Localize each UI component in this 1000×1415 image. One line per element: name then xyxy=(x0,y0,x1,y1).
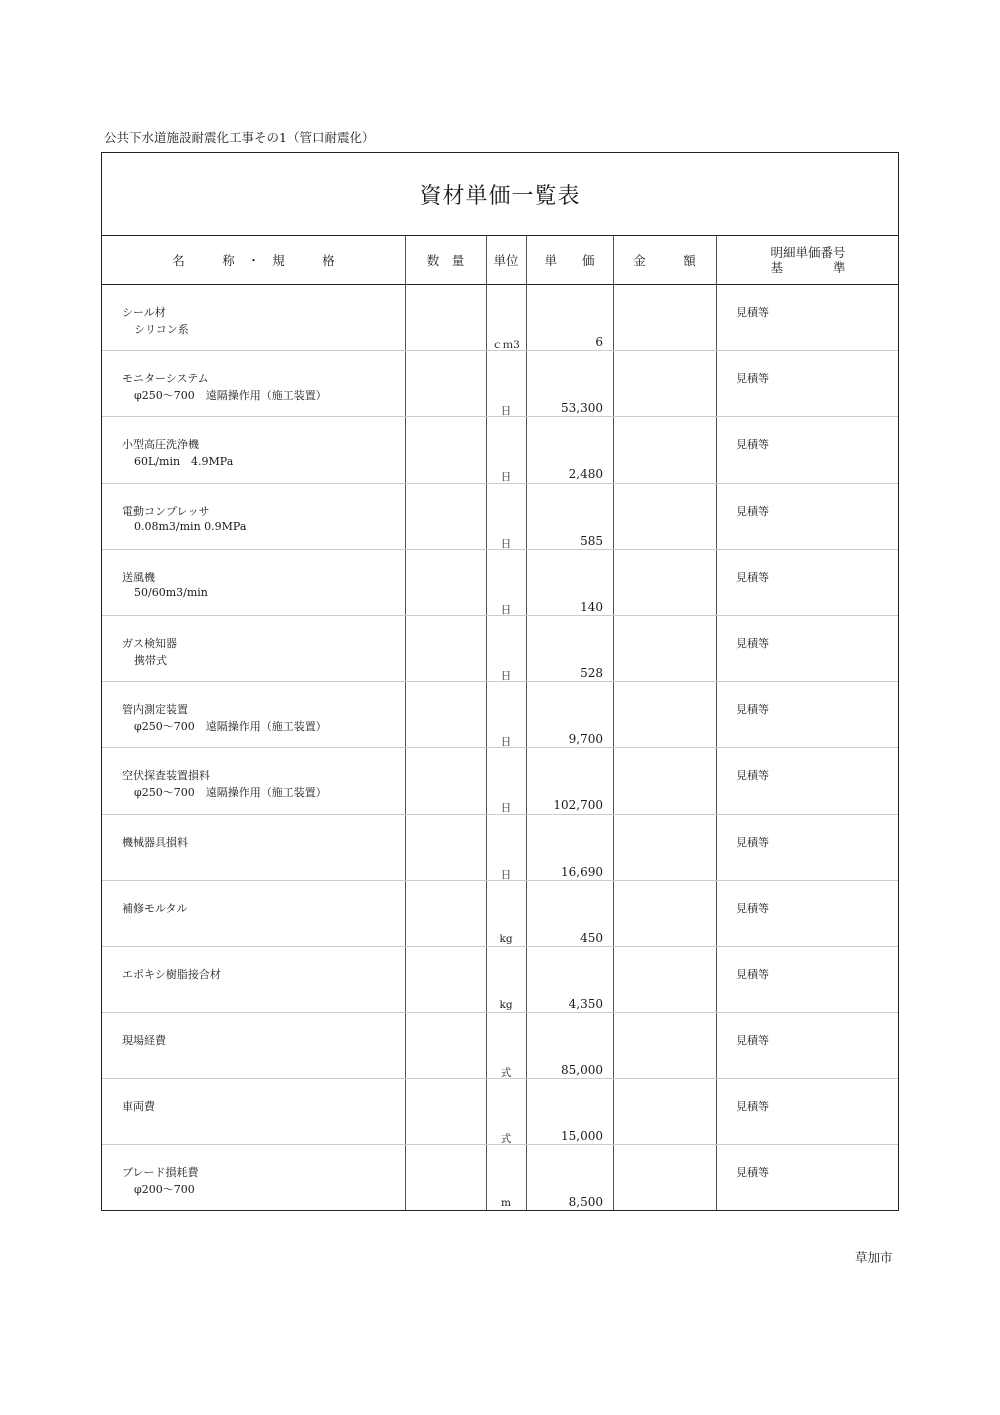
item-unit: 日 xyxy=(500,405,512,418)
item-price: 53,300 xyxy=(561,401,603,416)
item-name: 現場経費 xyxy=(122,1034,166,1048)
item-unit: 日 xyxy=(500,603,512,616)
item-unit: 日 xyxy=(500,868,512,881)
item-unit: 日 xyxy=(500,669,512,682)
table-row xyxy=(102,748,898,814)
item-name: 空伏探査装置損料 xyxy=(122,769,210,783)
item-name: ガス検知器 xyxy=(122,636,177,650)
header-name-spec: 名 称 ・ 規 格 xyxy=(172,253,335,268)
item-unit: ｃｍ3 xyxy=(492,339,520,351)
item-name: エポキシ樹脂接合材 xyxy=(122,967,221,981)
table-row xyxy=(102,616,898,682)
table-row xyxy=(102,285,898,351)
item-unit: kg xyxy=(499,998,513,1011)
item-basis: 見積等 xyxy=(736,636,769,650)
table-row xyxy=(102,1013,898,1079)
item-price: 16,690 xyxy=(561,864,603,879)
table-body xyxy=(102,285,898,1212)
table-row xyxy=(102,351,898,417)
item-name: 送風機 xyxy=(122,570,155,584)
item-unit: kg xyxy=(499,932,513,945)
item-spec: 50/60m3/min xyxy=(134,585,208,599)
item-name: 機械器具損料 xyxy=(122,835,188,849)
item-basis: 見積等 xyxy=(736,967,769,981)
item-basis: 見積等 xyxy=(736,438,769,452)
item-basis: 見積等 xyxy=(736,306,769,319)
table-row xyxy=(102,484,898,550)
item-name: 小型高圧洗浄機 xyxy=(122,438,199,452)
table-row xyxy=(102,417,898,483)
item-price: 9,700 xyxy=(568,732,603,747)
item-price: 85,000 xyxy=(561,1063,603,1078)
item-name: モニターシステム xyxy=(122,372,209,386)
item-basis: 見積等 xyxy=(736,703,769,717)
item-spec: φ250～700 遠隔操作用（施工装置） xyxy=(134,720,327,734)
table-row xyxy=(102,550,898,616)
item-name: 電動コンプレッサ xyxy=(122,504,210,518)
item-spec: 60L/min 4.9MPa xyxy=(134,455,234,469)
header-detail-basis xyxy=(716,236,900,284)
table-row xyxy=(102,881,898,947)
price-table xyxy=(101,152,899,1211)
table-row xyxy=(102,815,898,881)
table-row xyxy=(102,1145,898,1211)
item-price: 4,350 xyxy=(568,996,603,1011)
item-spec: φ200～700 xyxy=(134,1183,195,1197)
header-amount: 金 額 xyxy=(633,253,696,268)
item-spec: 携帯式 xyxy=(134,653,167,667)
table-title-band xyxy=(102,153,898,236)
item-price: 528 xyxy=(580,665,603,680)
item-unit: 日 xyxy=(500,537,512,550)
header-basis: 基 準 xyxy=(770,260,846,275)
item-unit: 式 xyxy=(500,1133,512,1146)
item-basis: 見積等 xyxy=(736,372,769,386)
issuer-city: 草加市 xyxy=(855,1250,893,1265)
item-name: 管内測定装置 xyxy=(122,703,188,717)
item-spec: φ250～700 遠隔操作用（施工装置） xyxy=(134,389,327,403)
header-detail-no: 明細単価番号 xyxy=(770,245,846,260)
item-price: 15,000 xyxy=(561,1129,603,1144)
item-name: シール材 xyxy=(122,306,166,319)
item-unit: 日 xyxy=(500,471,512,484)
table-row xyxy=(102,947,898,1013)
item-price: 585 xyxy=(580,533,603,548)
table-row xyxy=(102,1079,898,1145)
item-spec: 0.08m3/min 0.9MPa xyxy=(134,519,247,533)
item-basis: 見積等 xyxy=(736,504,769,518)
item-basis: 見積等 xyxy=(736,1100,769,1114)
item-basis: 見積等 xyxy=(736,570,769,584)
item-price: 8,500 xyxy=(568,1195,603,1210)
item-name: 補修モルタル xyxy=(122,901,188,915)
item-unit: 日 xyxy=(500,736,512,749)
item-price: 450 xyxy=(580,930,603,945)
item-price: 2,480 xyxy=(568,467,603,482)
item-basis: 見積等 xyxy=(736,1166,769,1180)
item-price: 140 xyxy=(580,599,603,614)
item-unit: 日 xyxy=(500,802,512,815)
header-quantity: 数 量 xyxy=(426,253,465,268)
item-unit: m xyxy=(501,1197,511,1210)
table-title: 資材単価一覧表 xyxy=(419,183,581,209)
table-row xyxy=(102,682,898,748)
header-unit: 単位 xyxy=(493,253,519,268)
item-name: ブレード損耗費 xyxy=(122,1166,199,1180)
project-title: 公共下水道施設耐震化工事その1（管口耐震化） xyxy=(104,130,375,145)
item-name: 車両費 xyxy=(122,1100,155,1114)
item-basis: 見積等 xyxy=(736,835,769,849)
item-basis: 見積等 xyxy=(736,769,769,783)
item-basis: 見積等 xyxy=(736,1034,769,1048)
item-unit: 式 xyxy=(500,1067,512,1080)
table-header xyxy=(102,236,898,285)
item-price: 102,700 xyxy=(553,798,603,813)
header-unit-price: 単 価 xyxy=(544,253,595,268)
item-spec: シリコン系 xyxy=(134,323,189,336)
item-basis: 見積等 xyxy=(736,901,769,915)
item-spec: φ250～700 遠隔操作用（施工装置） xyxy=(134,786,327,800)
item-price: 6 xyxy=(595,335,603,349)
